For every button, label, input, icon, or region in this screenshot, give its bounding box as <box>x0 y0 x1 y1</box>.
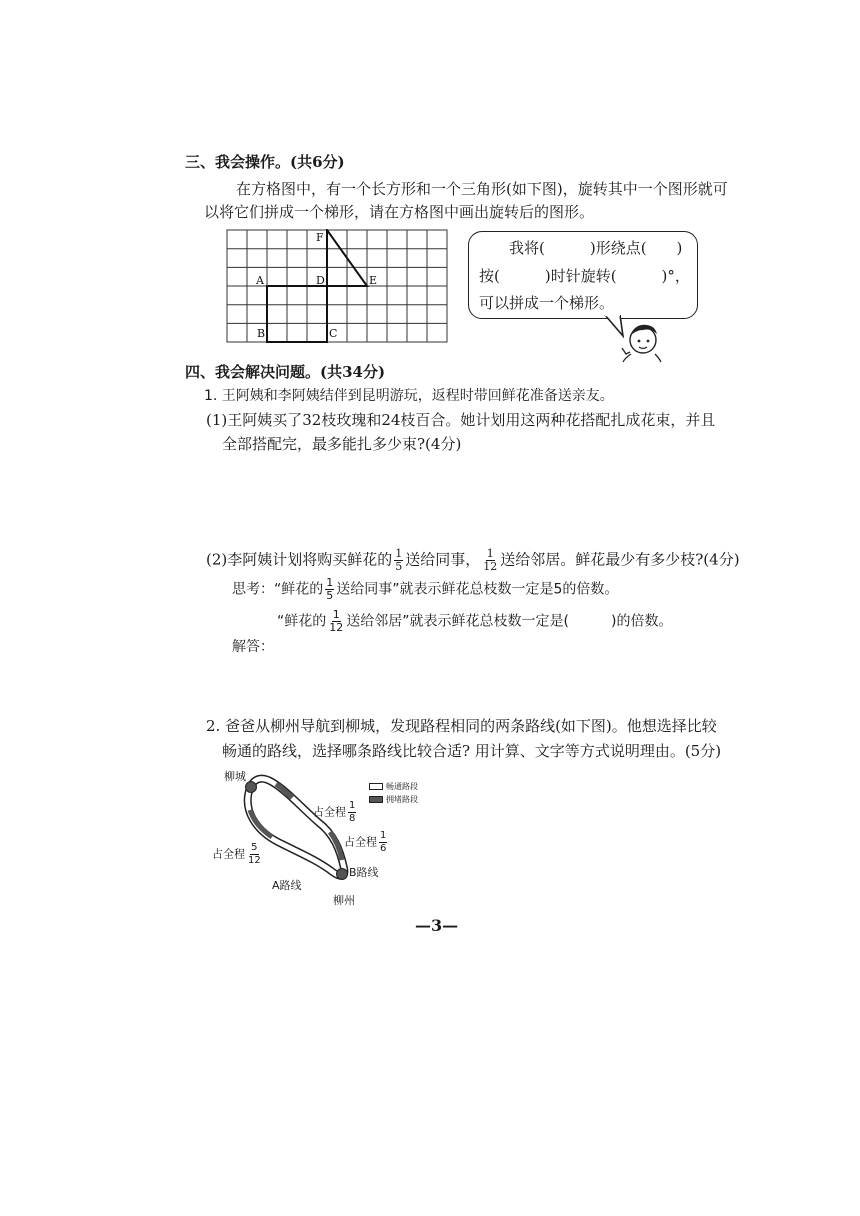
label-c: C <box>329 327 338 340</box>
bubble-line1: 我将( )形绕点( ) <box>509 239 683 257</box>
bubble-line3: 可以拼成一个梯形。 <box>479 294 615 312</box>
city-top-label: 柳城 <box>224 770 246 783</box>
section-3-desc-line2: 以将它们拼成一个梯形，请在方格图中画出旋转后的图形。 <box>204 203 595 221</box>
route-b-label: B路线 <box>349 866 379 879</box>
q1-1-line1: (1)王阿姨买了32枝玫瑰和24枝百合。她计划用这两种花搭配扎成花束，并且 <box>206 411 716 429</box>
rectangle-abcd <box>267 286 327 342</box>
q2-line2: 畅通的路线，选择哪条路线比较合适? 用计算、文字等方式说明理由。(5分) <box>222 742 722 760</box>
city-bottom-label: 柳州 <box>333 894 355 907</box>
route-b-share-top: 占全程 $\frac{1}{8}$ <box>313 800 356 824</box>
fraction-1-5: $\frac{1}{5}$ <box>395 547 403 573</box>
route-b-share-bottom: 占全程 $\frac{1}{6}$ <box>344 830 387 854</box>
label-a: A <box>256 274 264 287</box>
q2-line1: 2. 爸爸从柳州导航到柳城，发现路程相同的两条路线(如下图)。他想选择比较 <box>206 717 717 735</box>
page-number: —3— <box>415 916 459 935</box>
bottom-city-marker-icon <box>337 869 348 880</box>
route-a-label: A路线 <box>272 879 302 892</box>
legend-clear-label: 畅通路段 <box>386 782 418 791</box>
q1-2-line: (2)李阿姨计划将购买鲜花的 $\frac{1}{5}$ 送给同事， $\frac{1}{12}$ 送给邻居。鲜花最少有多少枝?(4分) <box>206 547 740 573</box>
route-a-share: 占全程 $\frac{5}{12}$ <box>212 842 261 866</box>
think-line1: 思考：“鲜花的 $\frac{1}{5}$ 送给同事”就表示鲜花总枝数一定是5的倍数。 <box>232 576 619 602</box>
speech-bubble <box>468 231 698 319</box>
fraction-1-12: $\frac{1}{12}$ <box>483 547 498 573</box>
top-city-marker-icon <box>246 782 257 793</box>
section-4-title: 四、我会解决问题。(共34分) <box>185 363 386 381</box>
legend-jam-label: 拥堵路段 <box>386 795 418 804</box>
grid-figure <box>226 229 448 343</box>
label-b: B <box>257 327 266 340</box>
fraction-1-5-think: $\frac{1}{5}$ <box>326 576 334 602</box>
label-f: F <box>316 231 324 244</box>
section-3-title: 三、我会操作。(共6分) <box>185 153 345 171</box>
legend-clear-swatch <box>369 783 383 790</box>
boy-illustration <box>595 314 670 364</box>
legend-jam-swatch <box>369 796 383 803</box>
label-e: E <box>369 274 378 287</box>
legend <box>369 781 418 805</box>
answer-label: 解答： <box>232 639 274 655</box>
think-line2: “鲜花的 $\frac{1}{12}$ 送给邻居”就表示鲜花总枝数一定是( )的倍数。 <box>277 608 673 634</box>
q1-1-line2: 全部搭配完，最多能扎多少束?(4分) <box>222 435 462 453</box>
q1-intro: 1. 王阿姨和李阿姨结伴到昆明游玩，返程时带回鲜花准备送亲友。 <box>204 388 614 404</box>
fraction-1-12-think: $\frac{1}{12}$ <box>329 608 344 634</box>
label-d: D <box>316 274 325 287</box>
section-3-desc-line1: 在方格图中，有一个长方形和一个三角形(如下图)，旋转其中一个图形就可 <box>236 180 728 198</box>
bubble-line2: 按( )时针旋转( )°， <box>479 267 690 285</box>
